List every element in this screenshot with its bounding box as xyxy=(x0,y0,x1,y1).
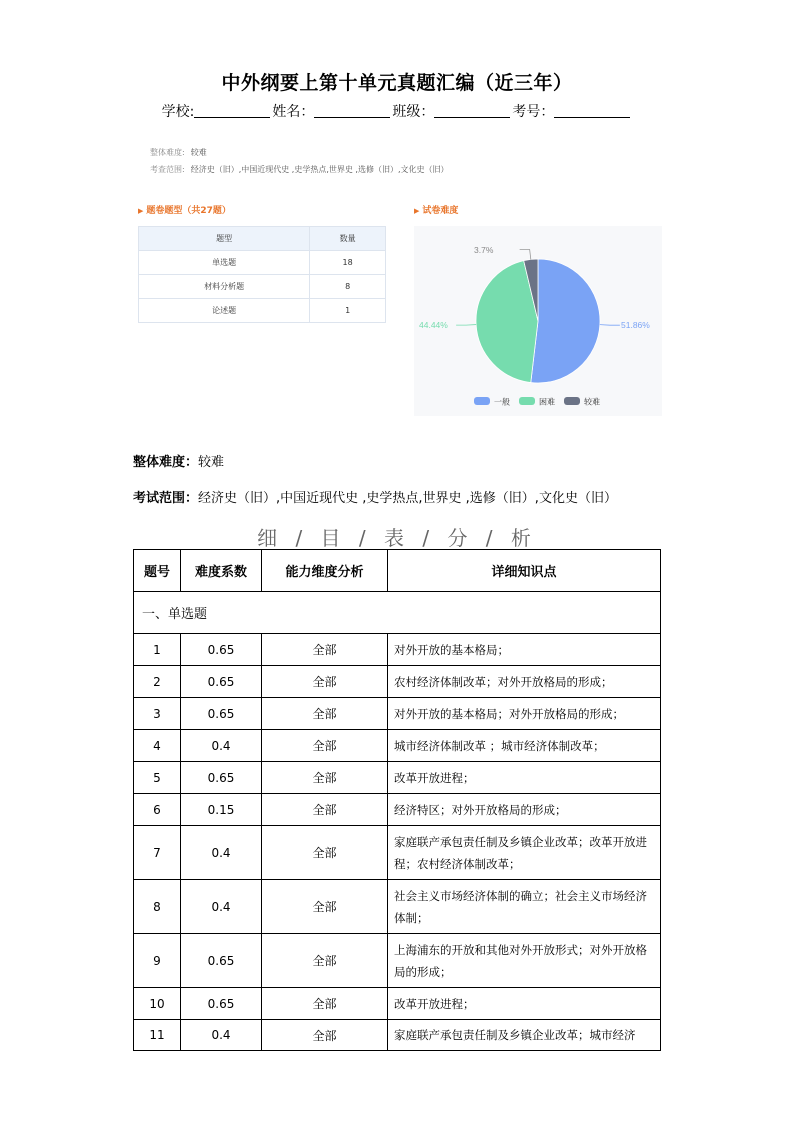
meta-difficulty-key: 整体难度: xyxy=(150,148,185,157)
exam-scope-label: 考试范围： xyxy=(133,491,199,506)
knowledge-points-cell: 城市经济体制改革 ；城市经济体制改革； xyxy=(388,730,661,762)
question-types-table xyxy=(138,226,386,323)
detail-analysis-title: 细 / 目 / 表 / 分 / 析 xyxy=(257,526,537,550)
question-no-cell: 1 xyxy=(134,634,181,666)
question-no-cell: 3 xyxy=(134,698,181,730)
table-row xyxy=(139,299,386,323)
detail-header-row xyxy=(134,550,661,592)
difficulty-cell: 0.15 xyxy=(181,794,262,826)
knowledge-points-cell: 社会主义市场经济体制的确立；社会主义市场经济体制； xyxy=(388,880,661,934)
difficulty-cell: 0.4 xyxy=(181,826,262,880)
question-no-cell: 6 xyxy=(134,794,181,826)
knowledge-points-cell: 上海浦东的开放和其他对外开放形式；对外开放格局的形成； xyxy=(388,934,661,988)
table-row xyxy=(134,880,661,934)
difficulty-cell: 0.65 xyxy=(181,698,262,730)
legend-swatch-1 xyxy=(519,397,535,405)
difficulty-cell: 0.65 xyxy=(181,934,262,988)
table-row xyxy=(134,634,661,666)
pie-chart-svg xyxy=(414,226,662,416)
question-no-cell: 5 xyxy=(134,762,181,794)
difficulty-chart-heading xyxy=(414,203,458,216)
question-no-cell: 10 xyxy=(134,988,181,1020)
leader-line-2 xyxy=(520,249,531,259)
count-cell: 1 xyxy=(310,299,386,323)
ability-cell: 全部 xyxy=(262,666,388,698)
meta-scope-key: 考查范围: xyxy=(150,165,185,174)
count-cell: 18 xyxy=(310,251,386,275)
ability-cell: 全部 xyxy=(262,794,388,826)
class-blank[interactable] xyxy=(434,103,510,118)
ability-cell: 全部 xyxy=(262,634,388,666)
ability-cell: 全部 xyxy=(262,988,388,1020)
question-no-cell: 7 xyxy=(134,826,181,880)
knowledge-points-cell: 改革开放进程； xyxy=(388,762,661,794)
table-row xyxy=(139,251,386,275)
type-cell: 材料分析题 xyxy=(139,275,310,299)
difficulty-pie-chart xyxy=(414,226,662,416)
triangle-icon: ▶ xyxy=(138,207,144,215)
slice-label-kunnan: 44.44% xyxy=(419,320,448,330)
question-no-cell: 8 xyxy=(134,880,181,934)
exam-scope-line xyxy=(133,487,617,506)
leader-line-1 xyxy=(456,325,476,326)
col-count-header: 数量 xyxy=(310,227,386,251)
type-cell: 单选题 xyxy=(139,251,310,275)
ability-cell: 全部 xyxy=(262,762,388,794)
overall-difficulty-line xyxy=(133,451,224,470)
col-diff-header: 难度系数 xyxy=(181,550,262,592)
school-blank[interactable] xyxy=(194,103,270,118)
difficulty-cell: 0.65 xyxy=(181,666,262,698)
table-row xyxy=(134,826,661,880)
ability-cell: 全部 xyxy=(262,826,388,880)
legend-label-0: 一般 xyxy=(494,397,510,407)
difficulty-cell: 0.4 xyxy=(181,880,262,934)
table-header-row xyxy=(139,227,386,251)
meta-difficulty xyxy=(150,147,207,158)
question-no-cell: 4 xyxy=(134,730,181,762)
knowledge-points-cell: 对外开放的基本格局； xyxy=(388,634,661,666)
question-no-cell: 9 xyxy=(134,934,181,988)
student-info-line xyxy=(0,101,794,121)
question-no-cell: 2 xyxy=(134,666,181,698)
table-row xyxy=(134,698,661,730)
count-cell: 8 xyxy=(310,275,386,299)
detail-table xyxy=(133,549,661,1051)
knowledge-points-cell: 改革开放进程； xyxy=(388,988,661,1020)
knowledge-points-cell: 经济特区；对外开放格局的形成； xyxy=(388,794,661,826)
difficulty-chart-heading-text: 试卷难度 xyxy=(422,206,459,216)
col-type-header: 题型 xyxy=(139,227,310,251)
table-row xyxy=(134,934,661,988)
name-blank[interactable] xyxy=(314,103,390,118)
table-row xyxy=(134,666,661,698)
slice-label-yiban: 51.86% xyxy=(621,320,650,330)
legend-swatch-2 xyxy=(564,397,580,405)
table-row xyxy=(134,988,661,1020)
leader-line-0 xyxy=(600,325,620,326)
table-row xyxy=(134,730,661,762)
col-ability-header: 能力维度分析 xyxy=(262,550,388,592)
difficulty-cell: 0.65 xyxy=(181,988,262,1020)
overall-difficulty-label: 整体难度： xyxy=(133,455,199,470)
table-row xyxy=(134,1020,661,1051)
type-cell: 论述题 xyxy=(139,299,310,323)
ability-cell: 全部 xyxy=(262,730,388,762)
difficulty-cell: 0.4 xyxy=(181,730,262,762)
difficulty-cell: 0.65 xyxy=(181,762,262,794)
ability-cell: 全部 xyxy=(262,880,388,934)
question-types-heading-text: 题卷题型（共27题） xyxy=(146,206,231,216)
school-label: 学校: xyxy=(161,104,195,120)
legend-label-1: 困难 xyxy=(539,397,555,407)
meta-scope xyxy=(150,164,449,175)
name-label: 姓名： xyxy=(272,104,315,120)
pie-slice-0 xyxy=(531,259,600,383)
knowledge-points-cell: 家庭联产承包责任制及乡镇企业改革；改革开放进程；农村经济体制改革； xyxy=(388,826,661,880)
ability-cell: 全部 xyxy=(262,698,388,730)
col-no-header: 题号 xyxy=(134,550,181,592)
question-types-heading xyxy=(138,203,231,216)
legend-label-2: 较难 xyxy=(584,397,600,407)
meta-scope-value: 经济史（旧）,中国近现代史 ,史学热点,世界史 ,选修（旧）,文化史（旧） xyxy=(190,165,449,174)
table-row xyxy=(134,762,661,794)
difficulty-cell: 0.4 xyxy=(181,1020,262,1051)
ability-cell: 全部 xyxy=(262,1020,388,1051)
question-no-cell: 11 xyxy=(134,1020,181,1051)
difficulty-cell: 0.65 xyxy=(181,634,262,666)
knowledge-points-cell: 对外开放的基本格局；对外开放格局的形成； xyxy=(388,698,661,730)
class-label: 班级： xyxy=(392,104,435,120)
knowledge-points-cell: 农村经济体制改革；对外开放格局的形成； xyxy=(388,666,661,698)
legend-swatch-0 xyxy=(474,397,490,405)
exam-no-label: 考号： xyxy=(512,104,555,120)
ability-cell: 全部 xyxy=(262,934,388,988)
table-row xyxy=(134,794,661,826)
col-points-header: 详细知识点 xyxy=(388,550,661,592)
meta-difficulty-value: 较难 xyxy=(190,148,207,157)
document-title: 中外纲要上第十单元真题汇编（近三年） xyxy=(221,72,573,94)
section-single-choice: 一、单选题 xyxy=(134,592,661,634)
triangle-icon: ▶ xyxy=(414,207,420,215)
section-row xyxy=(134,592,661,634)
slice-label-jiaonan: 3.7% xyxy=(474,245,494,255)
table-row xyxy=(139,275,386,299)
overall-difficulty-value: 较难 xyxy=(198,455,225,470)
knowledge-points-cell: 家庭联产承包责任制及乡镇企业改革；城市经济 xyxy=(388,1020,661,1051)
exam-no-blank[interactable] xyxy=(554,103,630,118)
exam-scope-value: 经济史（旧）,中国近现代史 ,史学热点,世界史 ,选修（旧）,文化史（旧） xyxy=(198,491,617,506)
